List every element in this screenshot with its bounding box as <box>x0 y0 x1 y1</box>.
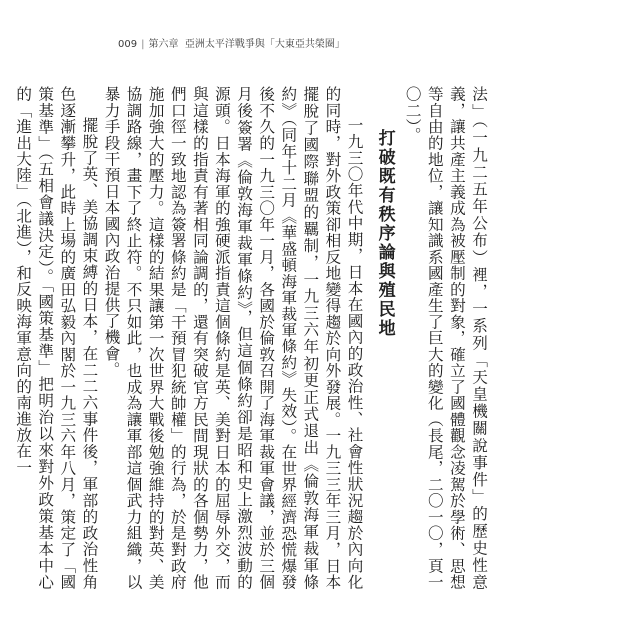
paragraph: 一九三〇年代中期，日本在國內的政治性、社會性狀況趨於內向化的同時，對外政策卻相反地變得趨於向外發展。一九三三年三月，日本擺脫了國際聯盟的羈制，一九三六年初更正式退出《倫敦海軍裁軍條約》（同年十二月《華盛頓海軍裁軍條約》失效）。在世界經濟恐慌爆發後不久的一九三〇年一月，各國於倫敦召開了海軍裁軍會議，並於三個月後簽署《倫敦海軍裁軍條約》，但這個條約卻是昭和史上激烈波動的源頭。日本海軍的強硬派指責這個條約是英、美對日本的屈辱外交，而與這樣的指責有著相同論調的，還有突破官方民間現狀的各個勢力，他們口徑一致地認為簽署條約是「干預冒犯統帥權」的行為，於是對政府施加強大的壓力。這樣的結果讓第一次世界大戰後勉強維持的對英、美協調路線，畫下了終止符。不只如此，也成為讓軍部這個武力組織，以暴力手段干預日本國內政治提供了機會。 <box>102 86 364 590</box>
running-header <box>118 39 345 51</box>
page-number: 009 <box>118 39 138 50</box>
header-separator: | <box>141 39 145 50</box>
section-heading: 打破既有秩序論與殖民地 <box>374 128 395 338</box>
chapter-title: 亞洲太平洋戰爭與「大東亞共榮圈」 <box>184 39 345 50</box>
body-text <box>14 86 490 590</box>
paragraph-continued: 法」（一九二五年公布）裡，一系列「天皇機關說事件」的歷史性意義，讓共產主義成為被壓制的對象，確立了國體觀念凌駕於學術、思想等自由的地位，讓知識系國產生了巨大的變化（長尾，二〇一〇，頁一〇二）。 <box>403 86 488 590</box>
paragraph: 擺脫了英、美協調束縛的日本，在二二六事件後，軍部的政治性角色逐漸攀升，此時上場的廣田弘毅內閣於一九三六年八月，策定了「國策基準」（五相會議決定）。「國策基準」把明治以來對外政策基本中心的「進出大陸」（北進），和反映海軍意向的南進放在一 <box>14 86 99 590</box>
chapter-label: 第六章 <box>148 39 179 50</box>
